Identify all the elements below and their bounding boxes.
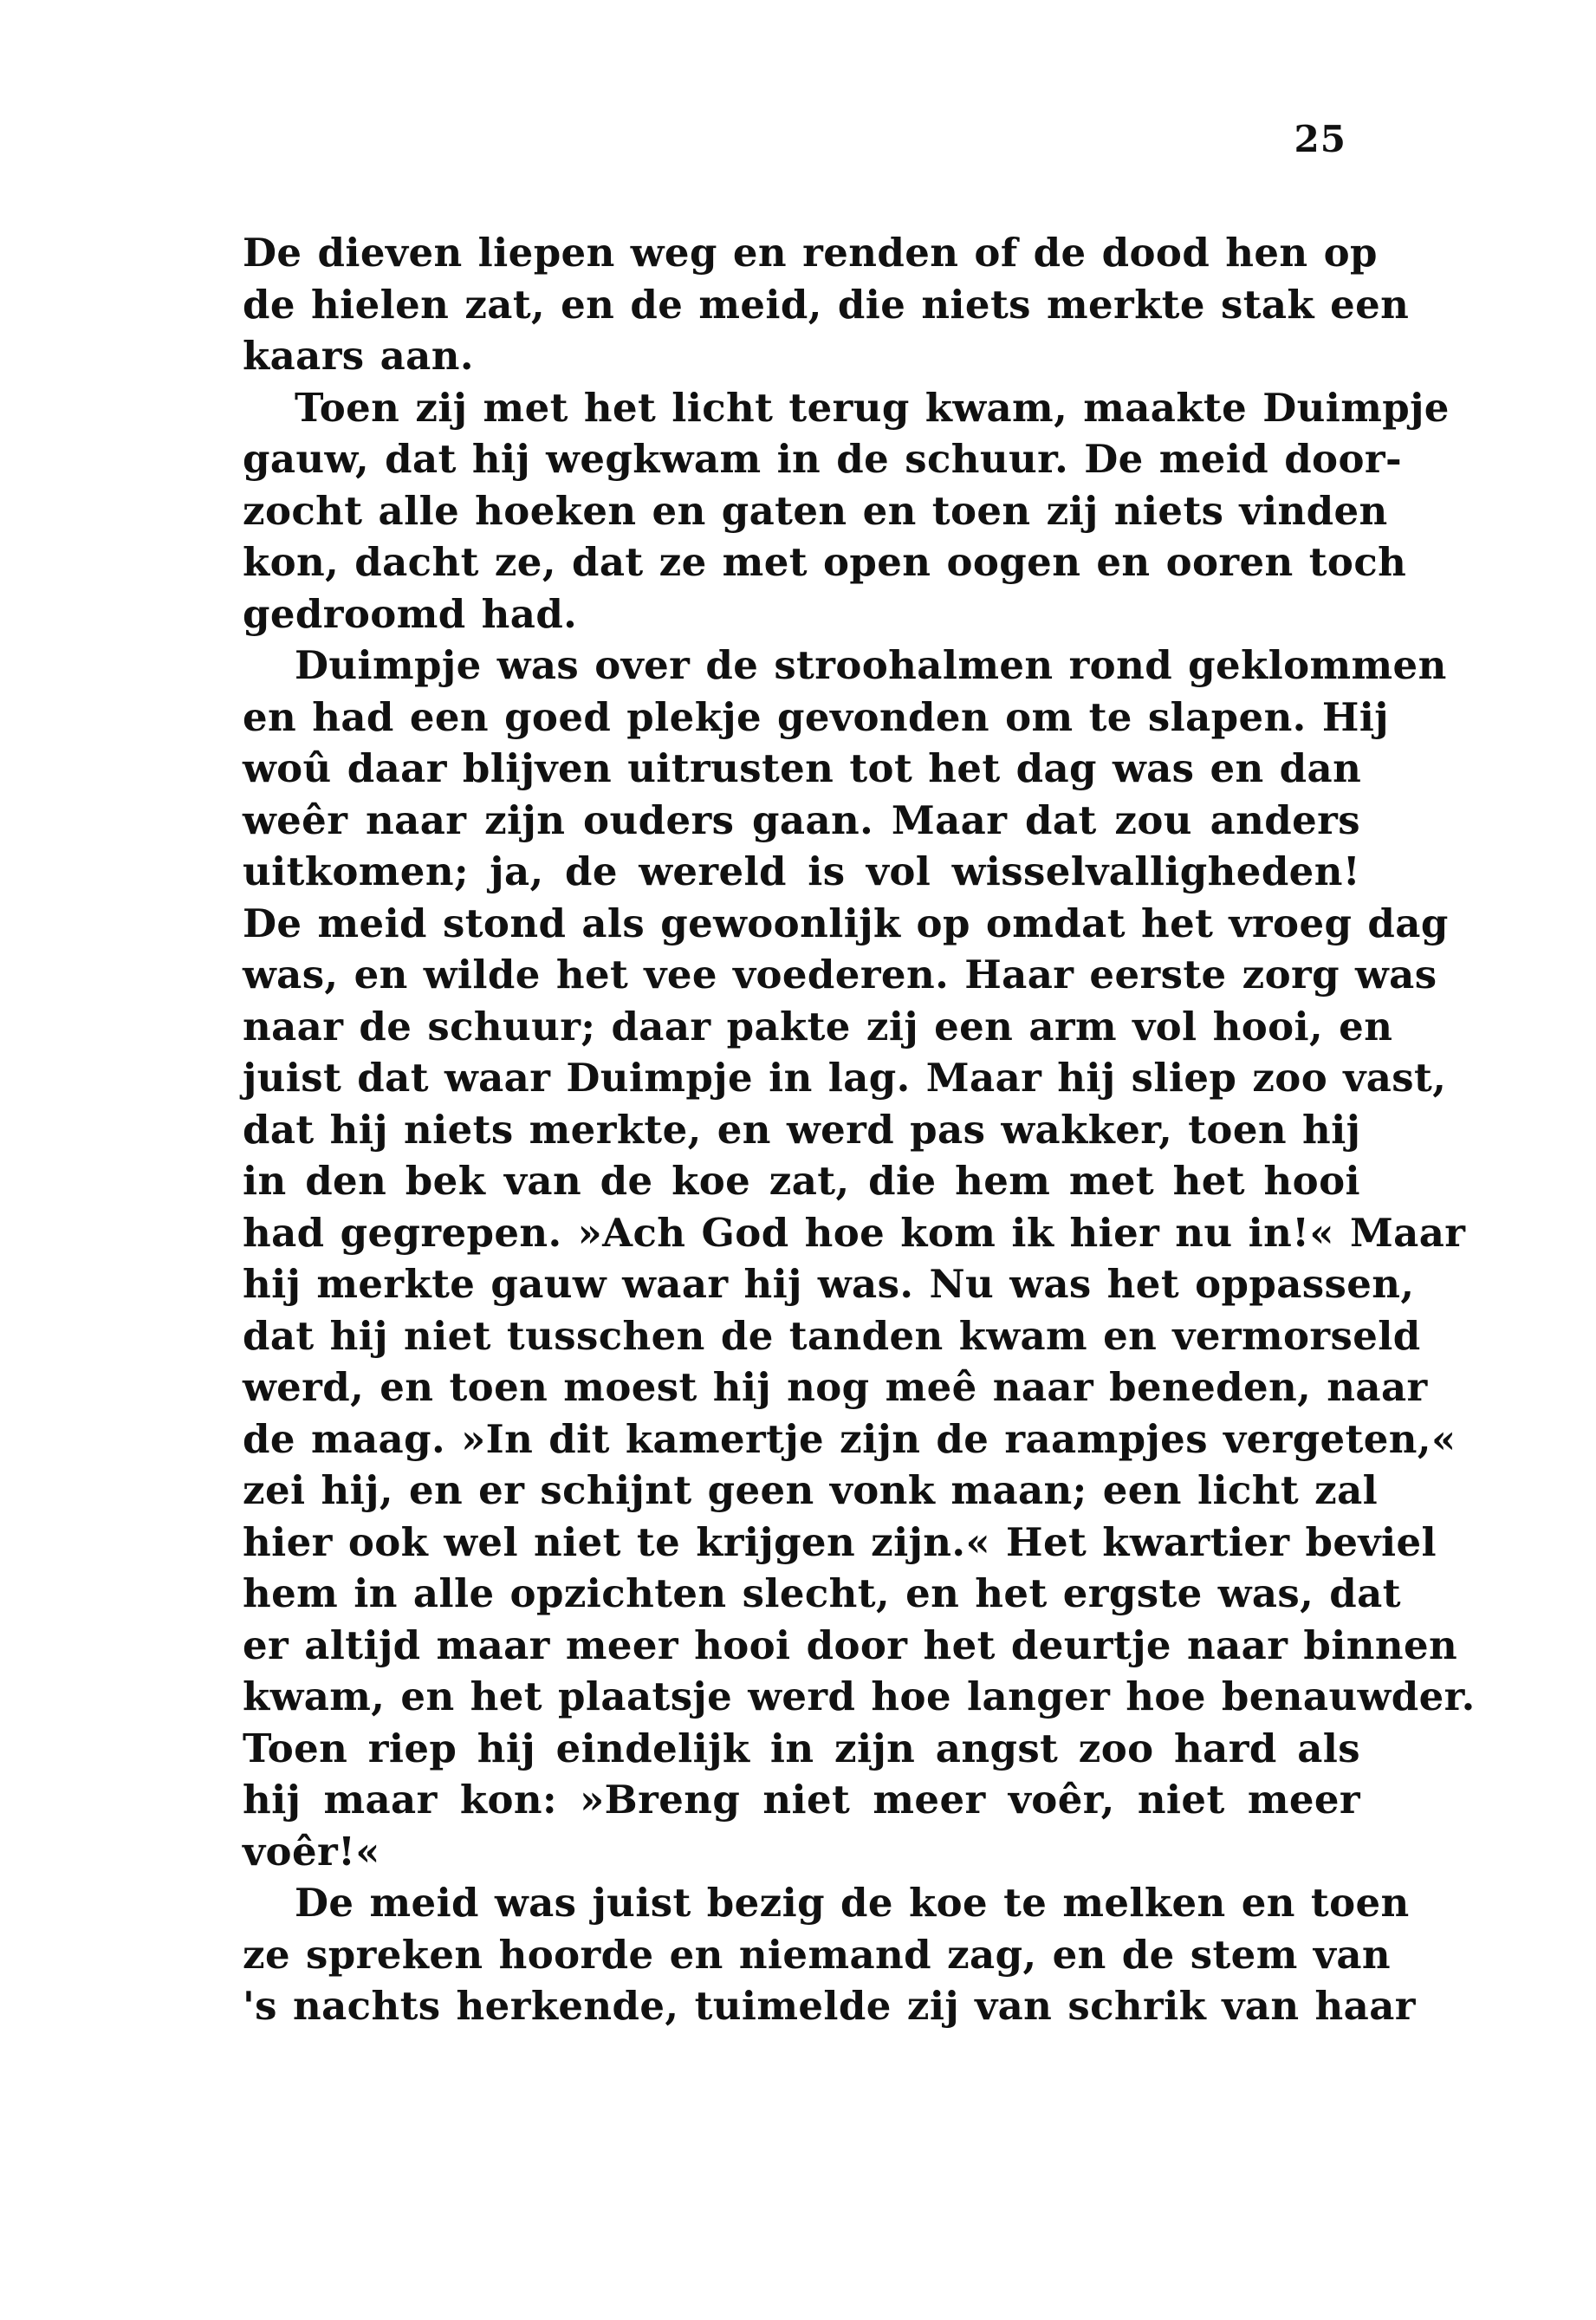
text-line: juist dat waar Duimpje in lag. Maar hij sliep zoo vast, — [243, 1055, 1447, 1101]
text-line: gedroomd had. — [243, 590, 578, 637]
text-line: De meid was juist bezig de koe te melken en toen — [295, 1880, 1410, 1926]
text-line: had gegrepen. »Ach God hoe kom ik hier nu in!« Maar — [243, 1209, 1466, 1256]
text-line: hij maar kon: »Breng niet meer voêr, niet meer — [243, 1777, 1360, 1823]
text-line: naar de schuur; daar pakte zij een arm vol hooi, en — [243, 1003, 1393, 1050]
text-line: woû daar blijven uitrusten tot het dag was en dan — [243, 745, 1362, 791]
text-line: Toen zij met het licht terug kwam, maakte Duimpje — [295, 384, 1450, 431]
body-text — [243, 227, 1476, 2032]
text-line: dat hij niet tusschen de tanden kwam en vermorseld — [243, 1312, 1421, 1359]
text-line: en had een goed plekje gevonden om te slapen. Hij — [243, 693, 1389, 740]
text-line: ze spreken hoorde en niemand zag, en de stem van — [243, 1931, 1392, 1978]
text-line: weêr naar zijn ouders gaan. Maar dat zou anders — [243, 796, 1360, 843]
page-number: 25 — [1294, 118, 1346, 160]
text-line: was, en wilde het vee voederen. Haar eerste zorg was — [243, 952, 1437, 998]
text-line: hem in alle opzichten slecht, en het ergste was, dat — [243, 1570, 1401, 1616]
text-line: in den bek van de koe zat, die hem met het hooi — [243, 1158, 1360, 1204]
text-line: gauw, dat hij wegkwam in de schuur. De meid door- — [243, 436, 1403, 482]
text-line: de hielen zat, en de meid, die niets merkte stak een — [243, 281, 1410, 328]
text-line: kon, dacht ze, dat ze met open oogen en ooren toch — [243, 539, 1407, 585]
text-line: er altijd maar meer hooi door het deurtje naar binnen — [243, 1621, 1458, 1668]
text-line: dat hij niets merkte, en werd pas wakker, toen hij — [243, 1106, 1361, 1153]
text-line: zocht alle hoeken en gaten en toen zij niets vinden — [243, 487, 1388, 534]
text-line: 's nachts herkende, tuimelde zij van schrik van haar — [243, 1983, 1416, 2029]
text-line: de maag. »In dit kamertje zijn de raampjes vergeten,« — [243, 1415, 1457, 1462]
text-line: Toen riep hij eindelijk in zijn angst zoo hard als — [243, 1725, 1360, 1771]
text-line: voêr!« — [243, 1828, 380, 1875]
text-line: hier ook wel niet te krijgen zijn.« Het kwartier beviel — [243, 1518, 1437, 1565]
text-line: De dieven liepen weg en renden of de dood hen op — [243, 230, 1378, 276]
text-line: kwam, en het plaatsje werd hoe langer hoe benauwder. — [243, 1673, 1476, 1719]
text-line: uitkomen; ja, de wereld is vol wisselvalligheden! — [243, 848, 1360, 894]
text-line: kaars aan. — [243, 333, 474, 379]
text-line: hij merkte gauw waar hij was. Nu was het oppassen, — [243, 1261, 1415, 1307]
text-line: zei hij, en er schijnt geen vonk maan; een licht zal — [243, 1467, 1379, 1513]
text-line: Duimpje was over de stroohalmen rond geklommen — [295, 642, 1447, 688]
text-line: werd, en toen moest hij nog meê naar beneden, naar — [243, 1364, 1428, 1410]
text-line: De meid stond als gewoonlijk op omdat het vroeg dag — [243, 900, 1449, 946]
